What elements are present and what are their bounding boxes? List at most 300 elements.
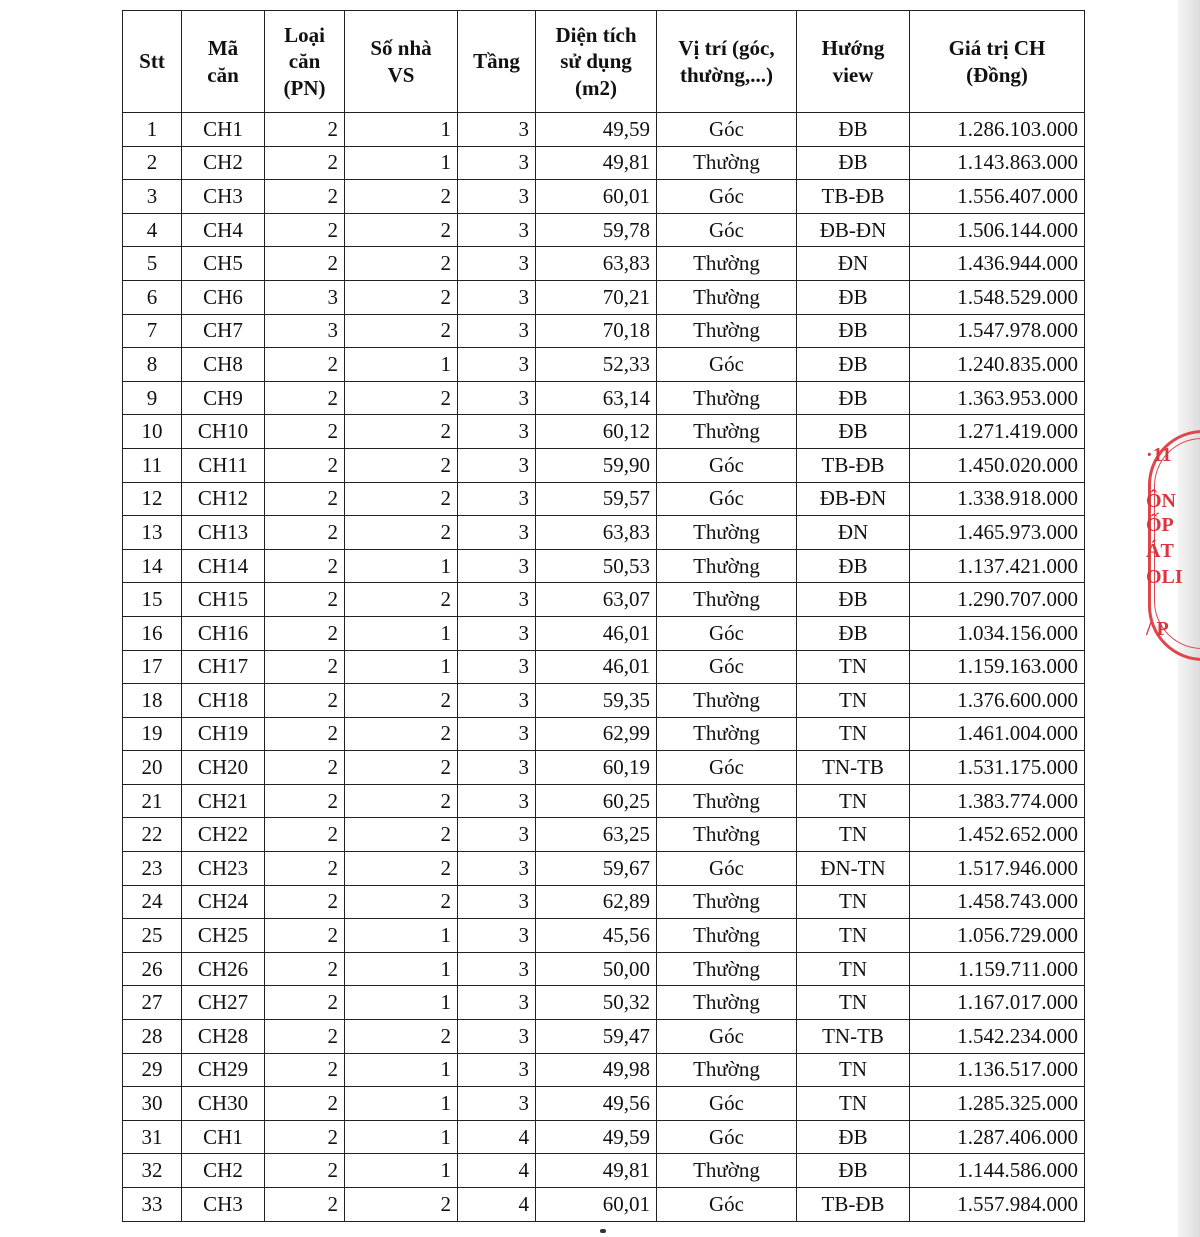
cell-bathrooms: 1: [345, 549, 458, 583]
cell-position: Góc: [657, 348, 797, 382]
cell-position: Thường: [657, 1053, 797, 1087]
cell-unit-code: CH11: [182, 448, 265, 482]
cell-bathrooms: 2: [345, 180, 458, 214]
cell-area: 62,89: [536, 885, 657, 919]
cell-area: 50,00: [536, 952, 657, 986]
cell-price: 1.290.707.000: [910, 583, 1085, 617]
table-row: [123, 751, 1085, 785]
table-row: [123, 415, 1085, 449]
cell-bathrooms: 2: [345, 684, 458, 718]
cell-position: Thường: [657, 381, 797, 415]
cell-unit-type: 2: [265, 1188, 345, 1222]
cell-stt: 15: [123, 583, 182, 617]
cell-area: 59,35: [536, 684, 657, 718]
cell-stt: 12: [123, 482, 182, 516]
cell-price: 1.034.156.000: [910, 616, 1085, 650]
cell-unit-code: CH30: [182, 1087, 265, 1121]
cell-stt: 23: [123, 852, 182, 886]
cell-price: 1.542.234.000: [910, 1020, 1085, 1054]
cell-view: TN-TB: [797, 1020, 910, 1054]
header-unit-type: Loại căn (PN): [265, 11, 345, 113]
cell-area: 60,25: [536, 784, 657, 818]
cell-floor: 3: [458, 650, 536, 684]
cell-stt: 31: [123, 1120, 182, 1154]
cell-unit-code: CH3: [182, 180, 265, 214]
cell-floor: 3: [458, 180, 536, 214]
cell-floor: 4: [458, 1120, 536, 1154]
cell-view: ĐB-ĐN: [797, 213, 910, 247]
cell-area: 63,83: [536, 247, 657, 281]
cell-area: 59,57: [536, 482, 657, 516]
cell-area: 59,78: [536, 213, 657, 247]
cell-bathrooms: 2: [345, 1188, 458, 1222]
cell-floor: 3: [458, 280, 536, 314]
cell-stt: 24: [123, 885, 182, 919]
cell-unit-type: 2: [265, 919, 345, 953]
cell-bathrooms: 1: [345, 1053, 458, 1087]
cell-position: Góc: [657, 1020, 797, 1054]
cell-position: Góc: [657, 1087, 797, 1121]
cell-view: ĐB: [797, 146, 910, 180]
cell-bathrooms: 2: [345, 448, 458, 482]
cell-bathrooms: 2: [345, 583, 458, 617]
table-row: [123, 818, 1085, 852]
cell-price: 1.240.835.000: [910, 348, 1085, 382]
cell-unit-code: CH7: [182, 314, 265, 348]
cell-floor: 3: [458, 113, 536, 147]
table-row: [123, 348, 1085, 382]
stamp-fragment: / P: [1146, 618, 1169, 640]
cell-bathrooms: 1: [345, 986, 458, 1020]
cell-stt: 4: [123, 213, 182, 247]
table-row: [123, 482, 1085, 516]
cell-stt: 27: [123, 986, 182, 1020]
cell-unit-type: 2: [265, 1087, 345, 1121]
cell-floor: 3: [458, 1020, 536, 1054]
cell-area: 45,56: [536, 919, 657, 953]
cell-unit-type: 2: [265, 1020, 345, 1054]
cell-position: Thường: [657, 717, 797, 751]
cell-view: ĐB: [797, 348, 910, 382]
cell-unit-code: CH10: [182, 415, 265, 449]
cell-area: 59,47: [536, 1020, 657, 1054]
cell-position: Góc: [657, 751, 797, 785]
cell-area: 63,14: [536, 381, 657, 415]
cell-bathrooms: 1: [345, 919, 458, 953]
cell-view: ĐN: [797, 516, 910, 550]
cell-bathrooms: 2: [345, 751, 458, 785]
cell-stt: 11: [123, 448, 182, 482]
cell-unit-code: CH8: [182, 348, 265, 382]
cell-position: Góc: [657, 113, 797, 147]
cell-area: 52,33: [536, 348, 657, 382]
cell-unit-type: 2: [265, 650, 345, 684]
table-row: [123, 448, 1085, 482]
cell-bathrooms: 1: [345, 616, 458, 650]
table-body: [123, 113, 1085, 1222]
cell-unit-code: CH20: [182, 751, 265, 785]
cell-floor: 3: [458, 986, 536, 1020]
cell-price: 1.159.163.000: [910, 650, 1085, 684]
cell-unit-code: CH12: [182, 482, 265, 516]
cell-bathrooms: 2: [345, 1020, 458, 1054]
cell-price: 1.271.419.000: [910, 415, 1085, 449]
header-position: Vị trí (góc, thường,...): [657, 11, 797, 113]
cell-bathrooms: 1: [345, 1120, 458, 1154]
cell-bathrooms: 2: [345, 415, 458, 449]
table-row: [123, 717, 1085, 751]
table-row: [123, 516, 1085, 550]
cell-view: TN: [797, 986, 910, 1020]
cell-area: 60,19: [536, 751, 657, 785]
cell-unit-type: 2: [265, 113, 345, 147]
cell-stt: 21: [123, 784, 182, 818]
cell-price: 1.506.144.000: [910, 213, 1085, 247]
table-row: [123, 1053, 1085, 1087]
header-area: Diện tích sử dụng (m2): [536, 11, 657, 113]
cell-area: 70,21: [536, 280, 657, 314]
cell-price: 1.517.946.000: [910, 852, 1085, 886]
cell-price: 1.143.863.000: [910, 146, 1085, 180]
cell-position: Thường: [657, 549, 797, 583]
cell-floor: 3: [458, 1087, 536, 1121]
cell-bathrooms: 1: [345, 1154, 458, 1188]
cell-area: 49,56: [536, 1087, 657, 1121]
cell-stt: 1: [123, 113, 182, 147]
cell-view: TN: [797, 1087, 910, 1121]
cell-stt: 32: [123, 1154, 182, 1188]
cell-view: TN-TB: [797, 751, 910, 785]
cell-unit-type: 2: [265, 1154, 345, 1188]
cell-view: ĐN-TN: [797, 852, 910, 886]
cell-view: ĐB: [797, 415, 910, 449]
cell-bathrooms: 2: [345, 818, 458, 852]
cell-bathrooms: 2: [345, 314, 458, 348]
cell-price: 1.286.103.000: [910, 113, 1085, 147]
cell-unit-code: CH3: [182, 1188, 265, 1222]
cell-unit-code: CH2: [182, 146, 265, 180]
cell-unit-code: CH5: [182, 247, 265, 281]
cell-stt: 6: [123, 280, 182, 314]
table-row: [123, 986, 1085, 1020]
cell-unit-code: CH19: [182, 717, 265, 751]
cell-view: TN: [797, 818, 910, 852]
cell-unit-type: 2: [265, 818, 345, 852]
stamp-fragment: ÔN: [1146, 490, 1176, 512]
cell-area: 49,98: [536, 1053, 657, 1087]
table-row: [123, 852, 1085, 886]
table-row: [123, 314, 1085, 348]
cell-unit-type: 2: [265, 616, 345, 650]
cell-position: Thường: [657, 684, 797, 718]
cell-stt: 20: [123, 751, 182, 785]
header-floor: Tầng: [458, 11, 536, 113]
cell-position: Góc: [657, 852, 797, 886]
header-bathrooms: Số nhà VS: [345, 11, 458, 113]
cell-floor: 3: [458, 448, 536, 482]
cell-unit-code: CH9: [182, 381, 265, 415]
cell-view: ĐB: [797, 280, 910, 314]
cell-unit-type: 2: [265, 482, 345, 516]
cell-view: TN: [797, 784, 910, 818]
cell-floor: 3: [458, 952, 536, 986]
cell-position: Thường: [657, 247, 797, 281]
cell-position: Thường: [657, 280, 797, 314]
cell-area: 49,81: [536, 1154, 657, 1188]
stamp-fragment: ỐP: [1146, 514, 1174, 536]
cell-position: Thường: [657, 583, 797, 617]
cell-unit-type: 2: [265, 583, 345, 617]
cell-stt: 14: [123, 549, 182, 583]
cell-view: ĐB: [797, 381, 910, 415]
cell-price: 1.547.978.000: [910, 314, 1085, 348]
cell-floor: 3: [458, 213, 536, 247]
cell-floor: 3: [458, 348, 536, 382]
cell-price: 1.548.529.000: [910, 280, 1085, 314]
table-row: [123, 616, 1085, 650]
cell-floor: 3: [458, 516, 536, 550]
cell-unit-code: CH25: [182, 919, 265, 953]
cell-unit-type: 2: [265, 751, 345, 785]
table-row: [123, 247, 1085, 281]
cell-view: TN: [797, 650, 910, 684]
cell-price: 1.557.984.000: [910, 1188, 1085, 1222]
cell-area: 60,01: [536, 180, 657, 214]
cell-stt: 22: [123, 818, 182, 852]
table-row: [123, 381, 1085, 415]
cell-bathrooms: 1: [345, 348, 458, 382]
cell-area: 46,01: [536, 616, 657, 650]
cell-unit-code: CH2: [182, 1154, 265, 1188]
cell-view: TN: [797, 684, 910, 718]
cell-area: 59,90: [536, 448, 657, 482]
cell-stt: 29: [123, 1053, 182, 1087]
cell-floor: 3: [458, 919, 536, 953]
cell-unit-type: 3: [265, 280, 345, 314]
cell-floor: 3: [458, 549, 536, 583]
cell-floor: 3: [458, 247, 536, 281]
cell-unit-type: 2: [265, 784, 345, 818]
cell-view: ĐB: [797, 314, 910, 348]
cell-price: 1.556.407.000: [910, 180, 1085, 214]
cell-price: 1.136.517.000: [910, 1053, 1085, 1087]
cell-position: Thường: [657, 986, 797, 1020]
cell-stt: 8: [123, 348, 182, 382]
cell-view: ĐB: [797, 583, 910, 617]
cell-view: TN: [797, 952, 910, 986]
cell-unit-type: 2: [265, 348, 345, 382]
cell-price: 1.167.017.000: [910, 986, 1085, 1020]
table-row: [123, 952, 1085, 986]
cell-bathrooms: 2: [345, 516, 458, 550]
cell-floor: 3: [458, 314, 536, 348]
cell-view: TB-ĐB: [797, 180, 910, 214]
cell-price: 1.056.729.000: [910, 919, 1085, 953]
cell-area: 63,07: [536, 583, 657, 617]
cell-bathrooms: 2: [345, 717, 458, 751]
cell-unit-type: 3: [265, 314, 345, 348]
cell-price: 1.285.325.000: [910, 1087, 1085, 1121]
cell-area: 50,32: [536, 986, 657, 1020]
header-view: Hướng view: [797, 11, 910, 113]
cell-position: Thường: [657, 818, 797, 852]
cell-bathrooms: 1: [345, 146, 458, 180]
cell-price: 1.376.600.000: [910, 684, 1085, 718]
cell-bathrooms: 2: [345, 213, 458, 247]
cell-unit-type: 2: [265, 986, 345, 1020]
cell-bathrooms: 2: [345, 784, 458, 818]
cell-stt: 9: [123, 381, 182, 415]
cell-unit-type: 2: [265, 885, 345, 919]
cell-stt: 28: [123, 1020, 182, 1054]
table-row: [123, 919, 1085, 953]
cell-price: 1.144.586.000: [910, 1154, 1085, 1188]
cell-unit-type: 2: [265, 1120, 345, 1154]
table-row: [123, 684, 1085, 718]
cell-unit-type: 2: [265, 381, 345, 415]
cell-area: 49,59: [536, 1120, 657, 1154]
cell-price: 1.159.711.000: [910, 952, 1085, 986]
cell-area: 60,01: [536, 1188, 657, 1222]
cell-stt: 17: [123, 650, 182, 684]
cell-position: Góc: [657, 1120, 797, 1154]
cell-position: Góc: [657, 448, 797, 482]
cell-unit-type: 2: [265, 415, 345, 449]
cell-view: TN: [797, 1053, 910, 1087]
table-row: [123, 113, 1085, 147]
cell-stt: 18: [123, 684, 182, 718]
cell-floor: 3: [458, 852, 536, 886]
cell-position: Thường: [657, 919, 797, 953]
table-row: [123, 885, 1085, 919]
cell-unit-type: 2: [265, 516, 345, 550]
header-unit-code: Mã căn: [182, 11, 265, 113]
cell-view: TB-ĐB: [797, 448, 910, 482]
table-row: [123, 1154, 1085, 1188]
cell-bathrooms: 2: [345, 247, 458, 281]
cell-floor: 3: [458, 482, 536, 516]
cell-unit-type: 2: [265, 717, 345, 751]
cell-unit-code: CH18: [182, 684, 265, 718]
cell-view: ĐB: [797, 113, 910, 147]
cell-unit-type: 2: [265, 684, 345, 718]
cell-price: 1.450.020.000: [910, 448, 1085, 482]
cell-unit-code: CH21: [182, 784, 265, 818]
cell-stt: 26: [123, 952, 182, 986]
cell-bathrooms: 2: [345, 280, 458, 314]
cell-position: Góc: [657, 180, 797, 214]
table-row: [123, 146, 1085, 180]
cell-view: ĐB: [797, 549, 910, 583]
cell-price: 1.287.406.000: [910, 1120, 1085, 1154]
cell-stt: 19: [123, 717, 182, 751]
cell-unit-code: CH17: [182, 650, 265, 684]
cell-unit-code: CH6: [182, 280, 265, 314]
cell-area: 60,12: [536, 415, 657, 449]
red-seal-stamp: [1140, 430, 1200, 660]
cell-unit-code: CH22: [182, 818, 265, 852]
cell-bathrooms: 2: [345, 482, 458, 516]
cell-bathrooms: 1: [345, 952, 458, 986]
cell-bathrooms: 1: [345, 1087, 458, 1121]
cell-view: TN: [797, 717, 910, 751]
cell-stt: 2: [123, 146, 182, 180]
cell-position: Thường: [657, 415, 797, 449]
page-number-mark: [600, 1229, 606, 1233]
cell-position: Thường: [657, 146, 797, 180]
cell-unit-code: CH26: [182, 952, 265, 986]
cell-position: Thường: [657, 952, 797, 986]
cell-floor: 4: [458, 1188, 536, 1222]
cell-view: ĐB-ĐN: [797, 482, 910, 516]
cell-area: 70,18: [536, 314, 657, 348]
cell-unit-code: CH4: [182, 213, 265, 247]
cell-unit-type: 2: [265, 247, 345, 281]
cell-view: TN: [797, 919, 910, 953]
cell-unit-code: CH14: [182, 549, 265, 583]
table-row: [123, 1120, 1085, 1154]
cell-price: 1.465.973.000: [910, 516, 1085, 550]
cell-area: 49,81: [536, 146, 657, 180]
cell-unit-type: 2: [265, 852, 345, 886]
cell-view: TN: [797, 885, 910, 919]
cell-price: 1.338.918.000: [910, 482, 1085, 516]
cell-position: Góc: [657, 616, 797, 650]
cell-bathrooms: 2: [345, 852, 458, 886]
cell-position: Góc: [657, 213, 797, 247]
cell-unit-type: 2: [265, 448, 345, 482]
cell-view: ĐB: [797, 1120, 910, 1154]
stamp-fragment: OLI: [1146, 566, 1183, 588]
cell-unit-code: CH13: [182, 516, 265, 550]
cell-price: 1.461.004.000: [910, 717, 1085, 751]
cell-unit-code: CH1: [182, 1120, 265, 1154]
stamp-fragment: ÁT: [1146, 540, 1174, 562]
cell-area: 50,53: [536, 549, 657, 583]
cell-floor: 4: [458, 1154, 536, 1188]
cell-stt: 33: [123, 1188, 182, 1222]
cell-unit-type: 2: [265, 213, 345, 247]
table-row: [123, 280, 1085, 314]
cell-bathrooms: 1: [345, 113, 458, 147]
cell-floor: 3: [458, 583, 536, 617]
cell-area: 49,59: [536, 113, 657, 147]
cell-price: 1.452.652.000: [910, 818, 1085, 852]
cell-position: Thường: [657, 885, 797, 919]
table-row: [123, 180, 1085, 214]
cell-stt: 13: [123, 516, 182, 550]
cell-price: 1.436.944.000: [910, 247, 1085, 281]
table-row: [123, 1087, 1085, 1121]
cell-position: Thường: [657, 784, 797, 818]
cell-unit-code: CH23: [182, 852, 265, 886]
cell-floor: 3: [458, 381, 536, 415]
header-price: Giá trị CH (Đồng): [910, 11, 1085, 113]
cell-floor: 3: [458, 415, 536, 449]
cell-view: ĐB: [797, 1154, 910, 1188]
cell-floor: 3: [458, 784, 536, 818]
cell-view: TB-ĐB: [797, 1188, 910, 1222]
cell-unit-type: 2: [265, 952, 345, 986]
cell-unit-type: 2: [265, 180, 345, 214]
cell-stt: 3: [123, 180, 182, 214]
cell-unit-code: CH28: [182, 1020, 265, 1054]
cell-area: 63,83: [536, 516, 657, 550]
cell-price: 1.363.953.000: [910, 381, 1085, 415]
cell-floor: 3: [458, 146, 536, 180]
cell-floor: 3: [458, 885, 536, 919]
cell-unit-type: 2: [265, 146, 345, 180]
